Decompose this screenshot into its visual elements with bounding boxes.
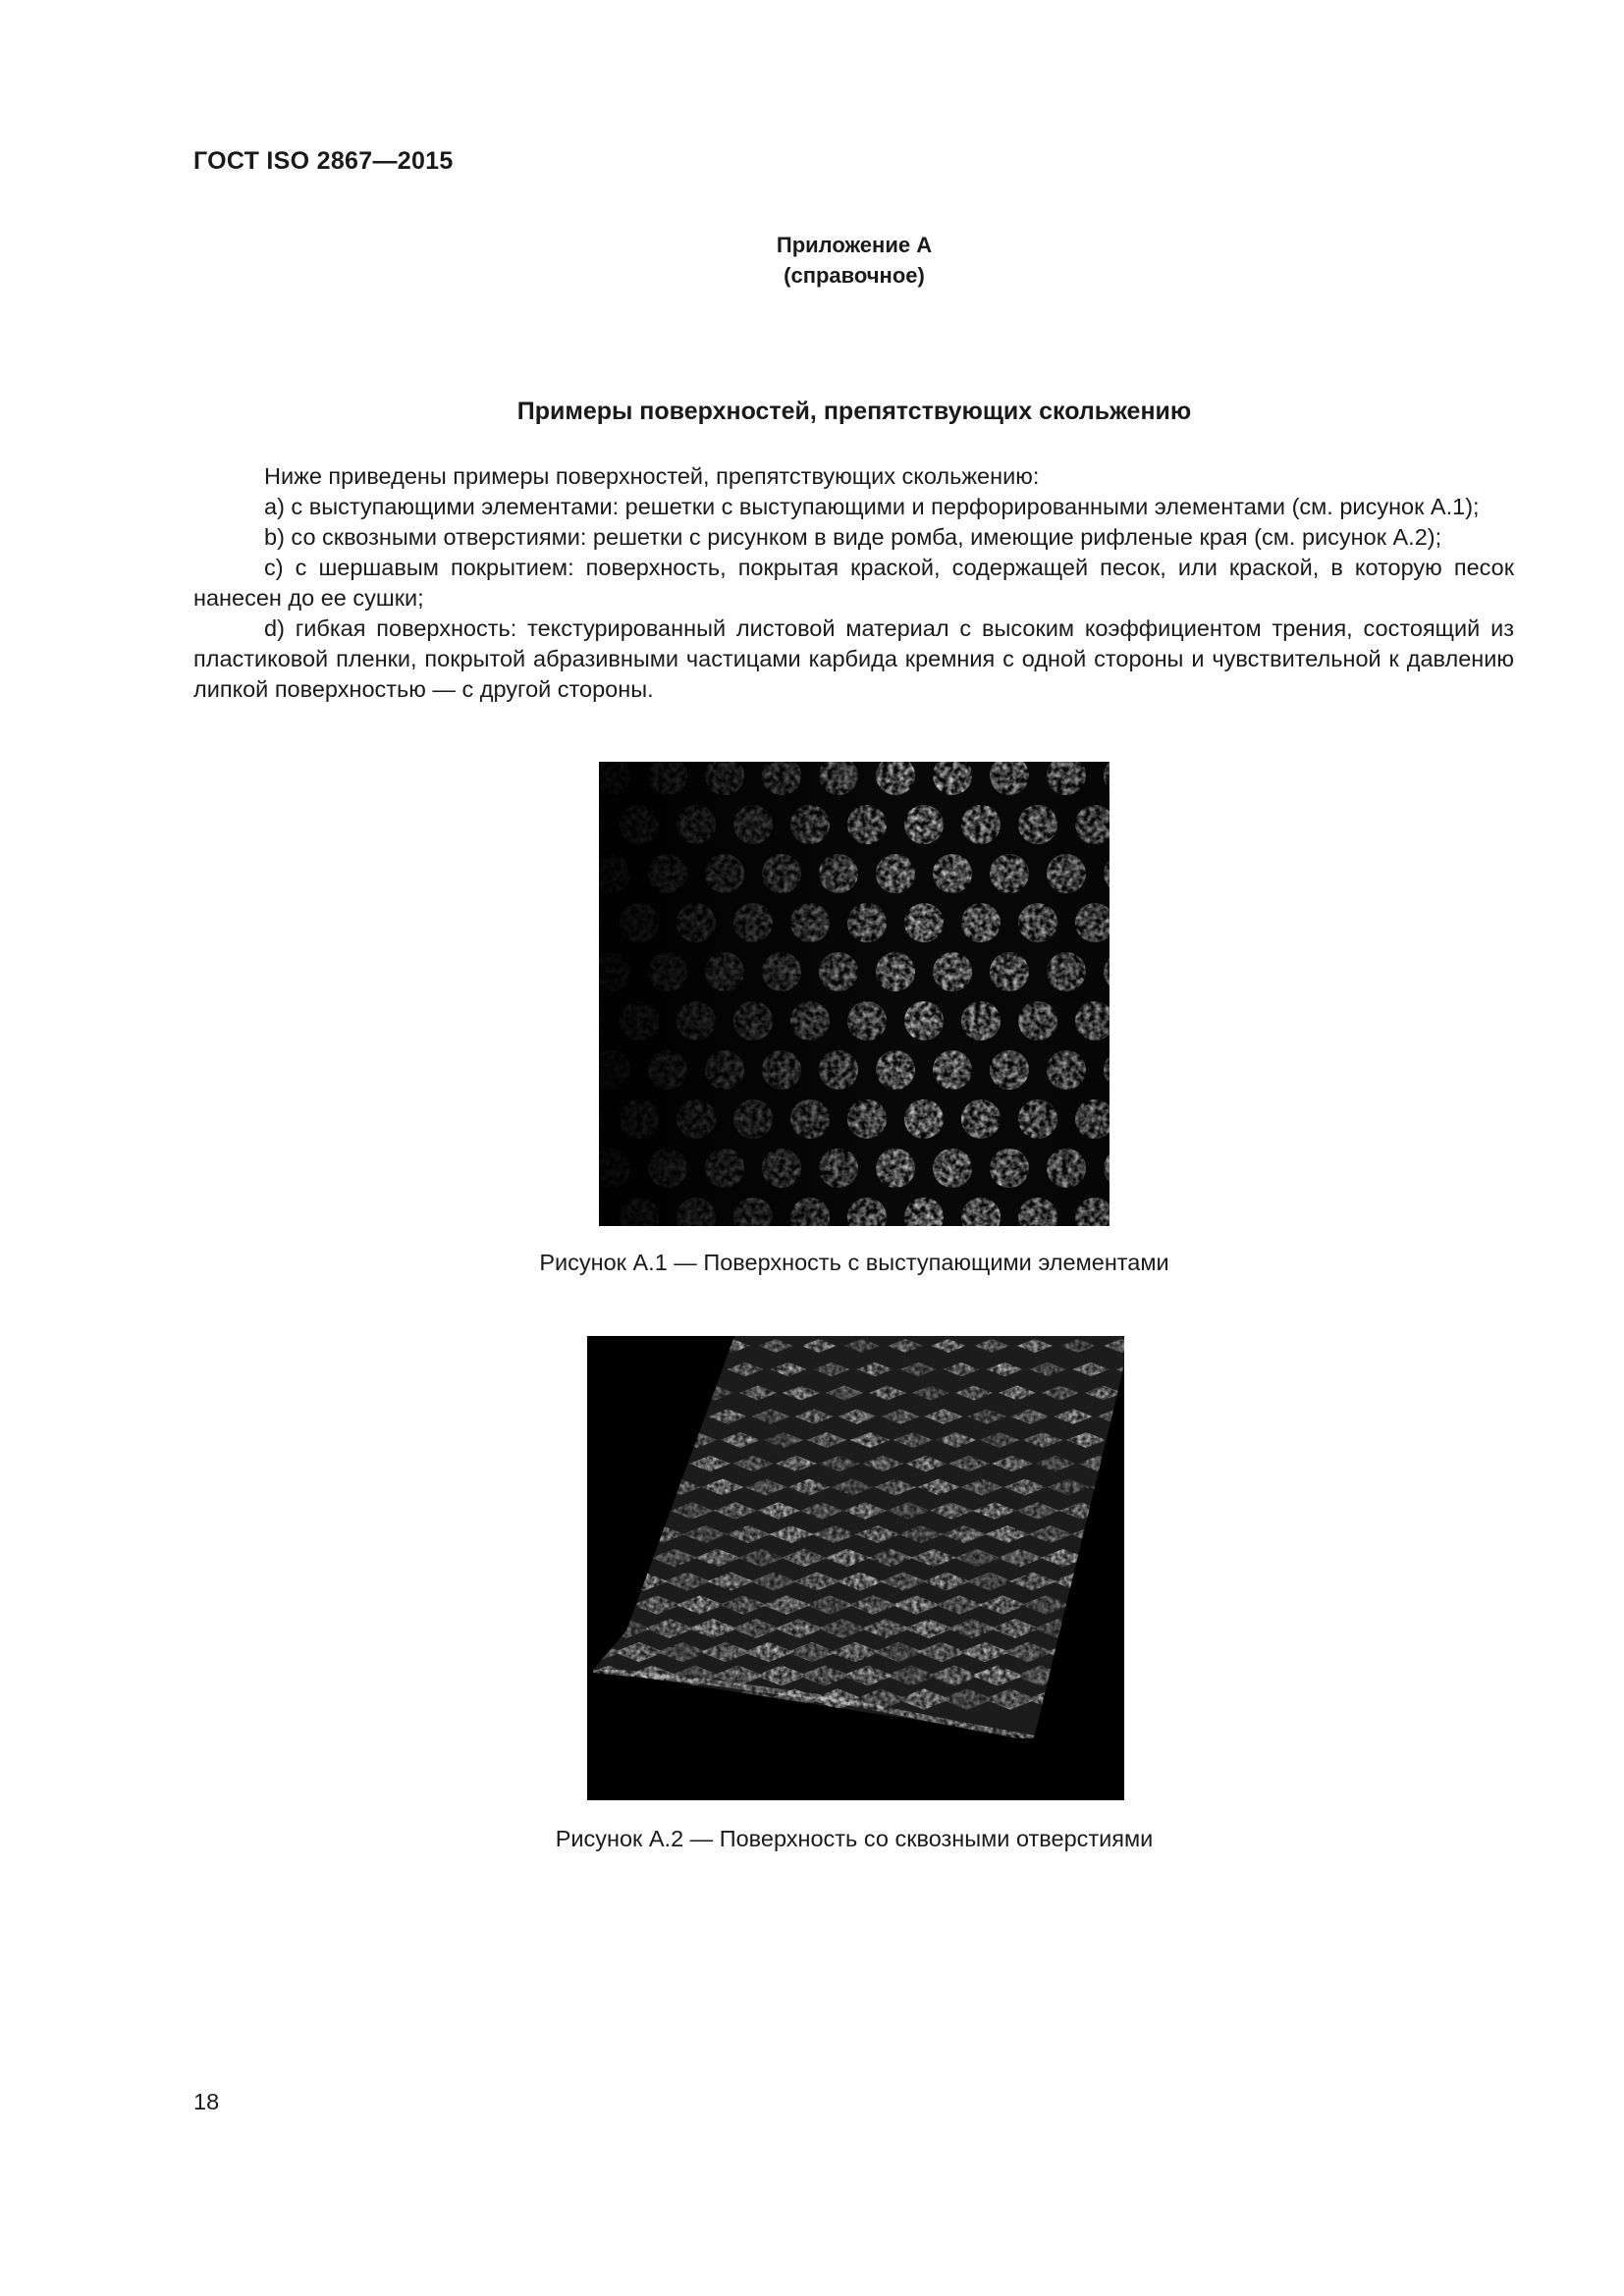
figure-a1-image xyxy=(599,762,1110,1226)
paragraph-d: d) гибкая поверхность: текстурированный листовой материал с высоким коэффициентом трения, состоящий из пластиковой пленки, покрытой абразивными частицами карбида кремния с одной стороны и чувствительной к давлению липкой поверхностью — с другой стороны. xyxy=(193,615,1514,702)
page-number: 18 xyxy=(193,2089,220,2114)
annex-title: Приложение А xyxy=(776,233,933,257)
paragraph-c: с) с шершавым покрытием: поверхность, покрытая краской, содержащей песок, или краской, в которую песок нанесен до ее сушки; xyxy=(193,555,1514,611)
figure-a2-caption: Рисунок А.2 — Поверхность со сквозными отверстиями xyxy=(555,1826,1154,1851)
figure-a1-caption: Рисунок А.1 — Поверхность с выступающими элементами xyxy=(539,1250,1169,1275)
section-title: Примеры поверхностей, препятствующих скольжению xyxy=(516,398,1192,425)
figure-a2-image xyxy=(587,1336,1124,1800)
paragraph-intro: Ниже приведены примеры поверхностей, препятствующих скольжению: xyxy=(264,463,1040,489)
document-header: ГОСТ ISO 2867—2015 xyxy=(193,147,454,175)
paragraph-a: а) с выступающими элементами: решетки с выступающими и перфорированными элементами (см. рисунок А.1); xyxy=(264,494,1480,519)
paragraph-b: b) со сквозными отверстиями: решетки с рисунком в виде ромба, имеющие рифленые края (см. рисунок А.2); xyxy=(264,524,1442,550)
body-text xyxy=(193,461,1514,705)
annex-subtitle: (справочное) xyxy=(784,263,925,288)
